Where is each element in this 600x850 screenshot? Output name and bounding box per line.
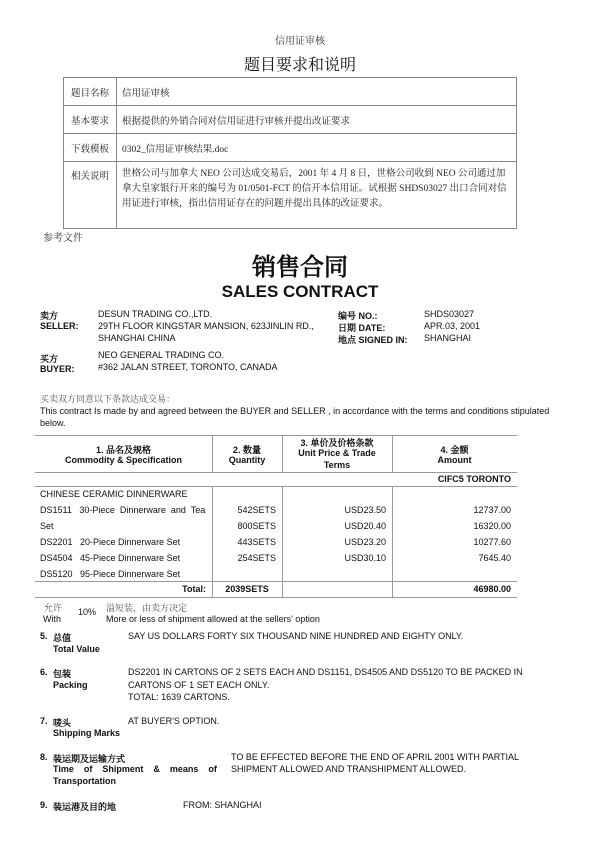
row-key: 相关说明 (64, 162, 117, 229)
seller-label-en: SELLER: (40, 321, 79, 331)
intro-en: below. (40, 418, 66, 428)
clause-text: CARTONS OF 1 SET EACH ONLY. (128, 680, 270, 690)
clause-label-en: Time of Shipment & means of (53, 764, 217, 774)
commodity-title: CHINESE CERAMIC DINNERWARE (40, 489, 188, 499)
column-header: 4. 金额 (440, 445, 469, 455)
tolerance-label-cn: 允许 (44, 603, 63, 613)
buyer-label-en: BUYER: (40, 364, 75, 374)
clause-text: AT BUYER'S OPTION. (128, 716, 220, 726)
amount: 12737.00 (473, 505, 511, 515)
table-row (64, 162, 517, 229)
clause-text: TOTAL: 1639 CARTONS. (128, 692, 230, 702)
trade-term: CIFC5 TORONTO (437, 474, 511, 484)
price: USD23.50 (344, 505, 386, 515)
page-title: 题目要求和说明 (243, 55, 356, 74)
qty: 443SETS (237, 537, 276, 547)
price: USD20.40 (344, 521, 386, 531)
column-header: 3. 单价及价格条款 (300, 438, 374, 448)
intro-en: This contract Is made by and agreed between the BUYER and SELLER , in accordance with the terms and conditions stipulated (40, 406, 550, 416)
column-header: 2. 数量 (232, 445, 261, 455)
buyer-address: #362 JALAN STREET, TORONTO, CANADA (98, 362, 278, 372)
total-label: Total: (182, 584, 206, 594)
spec: DS4504 45-Piece Dinnerware Set (40, 553, 181, 563)
clause-label-cn: 装运港及目的地 (53, 802, 117, 812)
column-header: 1. 品名及规格 (95, 445, 151, 455)
column-header: Quantity (228, 455, 266, 465)
seller-name: DESUN TRADING CO.,LTD. (98, 309, 213, 319)
tolerance-label-en: With (43, 614, 61, 624)
clause-num: 8. (40, 752, 48, 762)
page-header: 信用证审核 (275, 36, 325, 47)
amount: 7645.40 (478, 553, 511, 563)
column-header: Unit Price & Trade (298, 448, 376, 458)
seller-address: SHANGHAI CHINA (98, 333, 176, 343)
buyer-name: NEO GENERAL TRADING CO. (98, 350, 225, 360)
row-value: 根据提供的外销合同对信用证进行审核并提出改证要求 (117, 106, 517, 134)
clause-text: DS2201 IN CARTONS OF 2 SETS EACH AND DS1151, DS4505 AND DS5120 TO BE PACKED IN (128, 667, 523, 677)
amount: 16320.00 (473, 521, 511, 531)
row-value: 信用证审核 (117, 78, 517, 106)
clause-text: TO BE EFFECTED BEFORE THE END OF APRIL 2001 WITH PARTIAL (231, 752, 520, 762)
meta-label: 地点 SIGNED IN: (338, 335, 408, 345)
table-row (64, 78, 517, 106)
buyer-label-cn: 买方 (40, 354, 59, 364)
spec: Set (40, 521, 54, 531)
clause-label-en: Shipping Marks (53, 728, 121, 738)
contract-title-en: SALES CONTRACT (221, 282, 379, 301)
clause-num: 6. (40, 667, 48, 677)
spec: DS5120 95-Piece Dinnerware Set (40, 569, 181, 579)
clause-text: SHIPMENT ALLOWED AND TRANSHIPMENT ALLOWED. (231, 764, 467, 774)
tolerance-pct: 10% (78, 607, 97, 617)
spec: DS1511 30-Piece Dinnerware and Tea (40, 505, 206, 515)
clause-label-cn: 装运期及运输方式 (53, 754, 126, 764)
clause-label-en: Total Value (53, 644, 100, 654)
total-amount: 46980.00 (473, 584, 511, 594)
row-value: 世格公司与加拿大 NEO 公司达成交易后，2001 年 4 月 8 日，世格公司收到 NEO 公司通过加拿大皇家银行开来的编号为 01/0501-FCT 的信开本信用证。试根据 SHDS03027 出口合同对信用证进行审核，指出信用证存在的问题并提出具体的改证要求。 (117, 162, 517, 229)
template-file-link[interactable]: 0302_信用证审核结果.doc (117, 134, 517, 162)
seller-label-cn: 卖方 (40, 311, 59, 321)
clause-label-en: Packing (53, 680, 88, 690)
clause-label-cn: 唛头 (53, 718, 72, 728)
contract-date: APR.03, 2001 (424, 321, 481, 331)
contract-number: SHDS03027 (424, 309, 475, 319)
table-row (64, 134, 517, 162)
price: USD23.20 (344, 537, 386, 547)
tolerance-text-cn: 溢短装，由卖方决定 (106, 603, 188, 613)
qty: 542SETS (237, 505, 276, 515)
clause-text: FROM: SHANGHAI (183, 800, 262, 810)
clause-num: 5. (40, 631, 48, 641)
spec: DS2201 20-Piece Dinnerware Set (40, 537, 181, 547)
meta-label: 日期 DATE: (338, 323, 386, 333)
clause-label-cn: 总值 (53, 633, 72, 643)
reference-label: 参考文件 (43, 233, 83, 244)
clause-label-cn: 包装 (53, 669, 72, 679)
requirements-table (63, 77, 517, 229)
table-row (64, 106, 517, 134)
row-key: 基本要求 (64, 106, 117, 134)
qty: 800SETS (237, 521, 276, 531)
total-qty: 2039SETS (225, 584, 269, 594)
price: USD30.10 (344, 553, 386, 563)
seller-address: 29TH FLOOR KINGSTAR MANSION, 623JINLIN RD., (98, 321, 314, 331)
tolerance-text-en: More or less of shipment allowed at the sellers' option (106, 614, 320, 624)
clause-label-en: Transportation (53, 776, 117, 786)
clause-text: SAY US DOLLARS FORTY SIX THOUSAND NINE HUNDRED AND EIGHTY ONLY. (128, 631, 464, 641)
clause-num: 7. (40, 716, 48, 726)
row-key: 题目名称 (64, 78, 117, 106)
clause-num: 9. (40, 800, 48, 810)
meta-label: 编号 NO.: (338, 311, 378, 321)
qty: 254SETS (237, 553, 276, 563)
column-header: Amount (437, 455, 472, 465)
column-header: Terms (323, 460, 351, 470)
column-header: Commodity & Specification (64, 455, 182, 465)
signed-in: SHANGHAI (424, 333, 472, 343)
amount: 10277.60 (473, 537, 511, 547)
row-key: 下载模板 (64, 134, 117, 162)
intro-cn: 买卖双方同意以下条款达成交易： (40, 394, 176, 404)
contract-title-cn: 销售合同 (252, 253, 348, 281)
